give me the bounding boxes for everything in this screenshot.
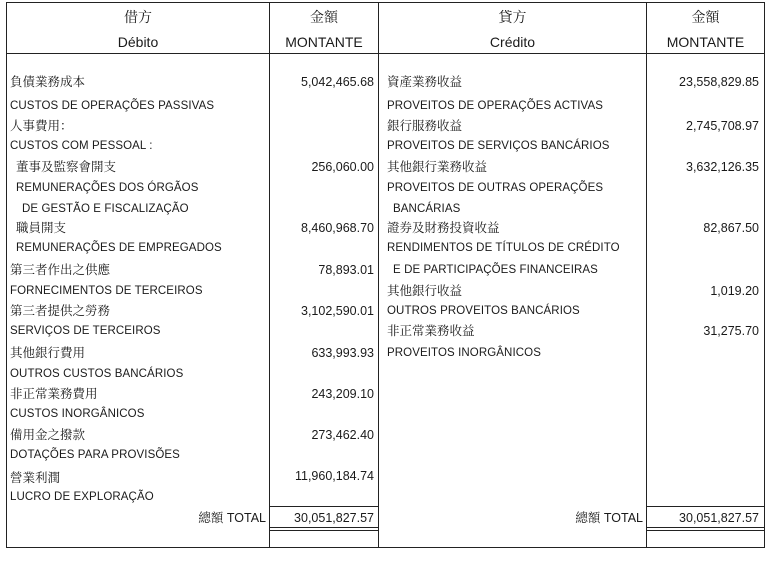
credit-amount-header bbox=[647, 9, 764, 51]
debit-liability-costs-pt: CUSTOS DE OPERAÇÕES PASSIVAS bbox=[10, 100, 215, 112]
debit-provisions-pt: DOTAÇÕES PARA PROVISÕES bbox=[10, 449, 180, 461]
credit-bank-services-amount: 2,745,708.97 bbox=[686, 119, 759, 133]
credit-other-operations-pt2: BANCÁRIAS bbox=[393, 203, 461, 215]
credit-other-operations-pt1: PROVEITOS DE OUTRAS OPERAÇÕES bbox=[387, 182, 604, 194]
credit-header-zh: 貸方 bbox=[498, 10, 527, 26]
credit-other-operations-amount: 3,632,126.35 bbox=[686, 160, 759, 174]
debit-total-rule-top bbox=[270, 506, 378, 507]
debit-total-rule-bottom-2 bbox=[270, 530, 378, 531]
left-border bbox=[6, 2, 7, 548]
debit-operating-profit-zh: 營業利潤 bbox=[10, 470, 61, 485]
debit-other-bank-costs-amount: 633,993.93 bbox=[311, 346, 374, 360]
debit-board-remuneration-pt1: REMUNERAÇÕES DOS ÓRGÃOS bbox=[16, 182, 199, 194]
debit-provisions-zh: 備用金之撥款 bbox=[10, 427, 86, 442]
debit-employee-remuneration-pt: REMUNERAÇÕES DE EMPREGADOS bbox=[16, 242, 222, 254]
debit-liability-costs-amount: 5,042,465.68 bbox=[301, 75, 374, 89]
debit-third-party-supplies-amount: 78,893.01 bbox=[318, 263, 374, 277]
header-divider bbox=[6, 53, 765, 54]
debit-provisions-amount: 273,462.40 bbox=[311, 428, 374, 442]
credit-total-label: 總額 TOTAL bbox=[575, 511, 643, 525]
debit-amount-header bbox=[270, 9, 378, 51]
top-border bbox=[6, 2, 765, 3]
debit-board-remuneration-amount: 256,060.00 bbox=[311, 160, 374, 174]
credit-securities-income-pt1: RENDIMENTOS DE TÍTULOS DE CRÉDITO bbox=[387, 242, 620, 254]
credit-total-rule-top bbox=[647, 506, 764, 507]
debit-inorganic-costs-zh: 非正常業務費用 bbox=[10, 386, 98, 401]
debit-amount-header-zh: 金額 bbox=[310, 10, 338, 26]
debit-total-rule-bottom-1 bbox=[270, 527, 378, 528]
debit-operating-profit-amount: 11,960,184.74 bbox=[294, 469, 374, 483]
debit-employee-remuneration-amount: 8,460,968.70 bbox=[301, 221, 374, 235]
debit-third-party-supplies-zh: 第三者作出之供應 bbox=[10, 262, 111, 277]
credit-other-operations-zh: 其他銀行業務收益 bbox=[387, 159, 488, 174]
debit-board-remuneration-pt2: DE GESTÃO E FISCALIZAÇÃO bbox=[22, 203, 189, 215]
credit-total-amount: 30,051,827.57 bbox=[679, 511, 759, 525]
credit-asset-income-zh: 資產業務收益 bbox=[387, 74, 463, 89]
debit-header bbox=[7, 9, 269, 51]
credit-inorganic-income-amount: 31,275.70 bbox=[703, 324, 759, 338]
debit-header-zh: 借方 bbox=[124, 10, 152, 26]
debit-operating-profit-pt: LUCRO DE EXPLORAÇÃO bbox=[10, 491, 154, 503]
credit-header-pt: Crédito bbox=[489, 34, 536, 50]
debit-board-remuneration-zh: 董事及監察會開支 bbox=[16, 159, 117, 174]
credit-securities-income-zh: 證券及財務投資收益 bbox=[387, 220, 500, 235]
credit-bank-services-zh: 銀行服務收益 bbox=[387, 118, 463, 133]
credit-total-rule-bottom-1 bbox=[647, 527, 764, 528]
debit-third-party-services-zh: 第三者提供之勞務 bbox=[10, 303, 111, 318]
credit-header bbox=[379, 9, 646, 51]
credit-amount-header-zh: 金額 bbox=[691, 10, 720, 26]
debit-inorganic-costs-amount: 243,209.10 bbox=[311, 387, 374, 401]
credit-total-rule-bottom-2 bbox=[647, 530, 764, 531]
debit-liability-costs-zh: 負債業務成本 bbox=[10, 74, 86, 89]
debit-employee-remuneration-zh: 職員開支 bbox=[16, 220, 67, 235]
debit-staff-costs-zh: 人事費用： bbox=[10, 118, 73, 133]
credit-inorganic-income-pt: PROVEITOS INORGÂNICOS bbox=[387, 347, 541, 359]
debit-inorganic-costs-pt: CUSTOS INORGÂNICOS bbox=[10, 408, 145, 420]
credit-inorganic-income-zh: 非正常業務收益 bbox=[387, 323, 475, 338]
debit-header-pt: Débito bbox=[117, 34, 159, 50]
credit-other-bank-income-pt: OUTROS PROVEITOS BANCÁRIOS bbox=[387, 305, 580, 317]
col-divider-2 bbox=[378, 2, 379, 548]
debit-third-party-services-amount: 3,102,590.01 bbox=[301, 304, 374, 318]
credit-bank-services-pt: PROVEITOS DE SERVIÇOS BANCÁRIOS bbox=[387, 140, 610, 152]
credit-other-bank-income-amount: 1,019.20 bbox=[710, 284, 759, 298]
credit-other-bank-income-zh: 其他銀行收益 bbox=[387, 283, 463, 298]
debit-third-party-services-pt: SERVIÇOS DE TERCEIROS bbox=[10, 325, 161, 337]
debit-staff-costs-pt: CUSTOS COM PESSOAL : bbox=[10, 140, 153, 152]
debit-total-label: 總額 TOTAL bbox=[198, 511, 266, 525]
credit-asset-income-amount: 23,558,829.85 bbox=[679, 75, 759, 89]
debit-total-amount: 30,051,827.57 bbox=[294, 511, 374, 525]
credit-amount-header-pt: MONTANTE bbox=[666, 34, 745, 50]
credit-securities-income-pt2: E DE PARTICIPAÇÕES FINANCEIRAS bbox=[393, 264, 598, 276]
bottom-border bbox=[6, 547, 765, 548]
credit-asset-income-pt: PROVEITOS DE OPERAÇÕES ACTIVAS bbox=[387, 100, 604, 112]
debit-other-bank-costs-zh: 其他銀行費用 bbox=[10, 345, 86, 360]
debit-other-bank-costs-pt: OUTROS CUSTOS BANCÁRIOS bbox=[10, 368, 184, 380]
credit-securities-income-amount: 82,867.50 bbox=[703, 221, 759, 235]
debit-third-party-supplies-pt: FORNECIMENTOS DE TERCEIROS bbox=[10, 285, 203, 297]
debit-amount-header-pt: MONTANTE bbox=[285, 34, 363, 50]
right-border bbox=[764, 2, 765, 548]
